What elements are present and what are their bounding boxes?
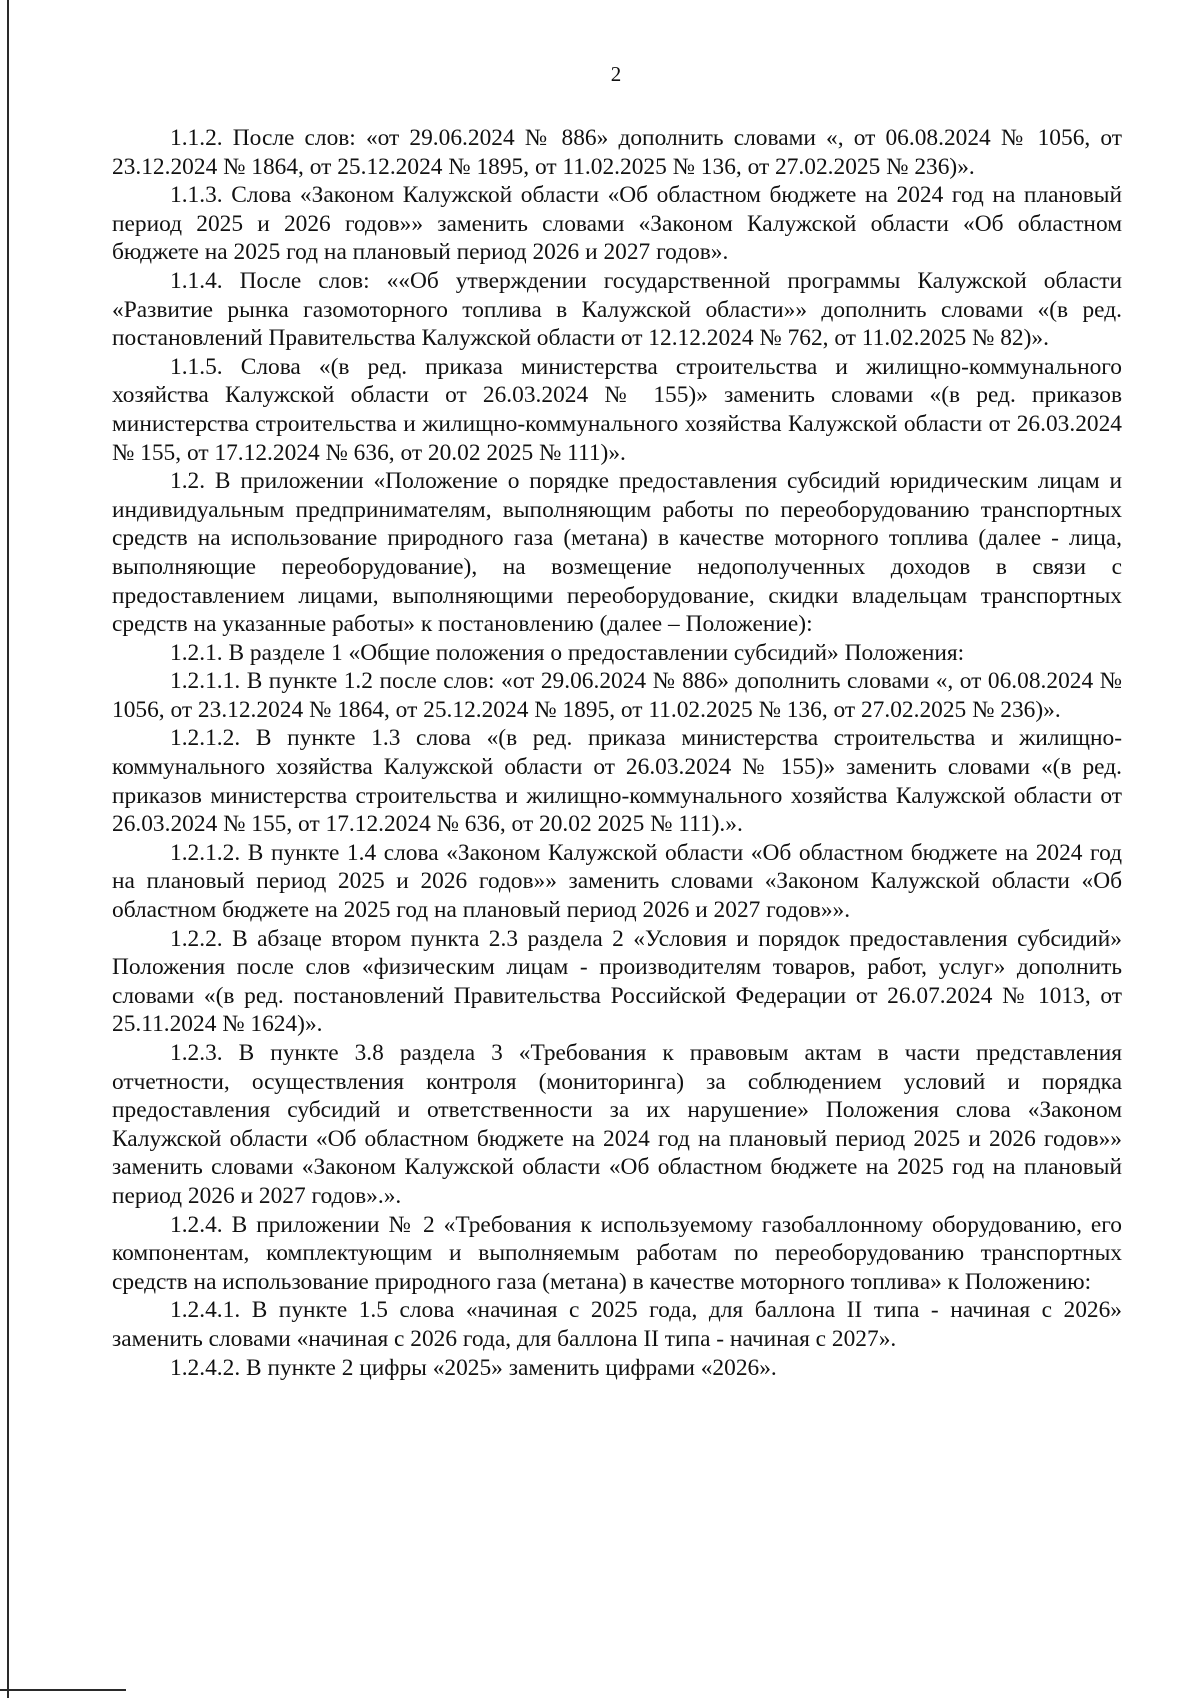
paragraph-1-2-1-2-a: 1.2.1.2. В пункте 1.3 слова «(в ред. приказа министерства строительства и жилищно-коммунального хозяйства Калужской области от 26.03.2024 № 155)» заменить словами «(в ред. приказов министерства строительства и жилищно-коммунального хозяйства Калужской области от 26.03.2024 № 155, от 17.12.2024 № 636, от 20.02 2025 № 111).». bbox=[112, 725, 1122, 838]
paragraph-1-1-2: 1.1.2. После слов: «от 29.06.2024 № 886» дополнить словами «, от 06.08.2024 № 1056, от 23.12.2024 № 1864, от 25.12.2024 № 1895, от 11.02.2025 № 136, от 27.02.2025 № 236)». bbox=[112, 125, 1122, 180]
paragraph-1-1-3: 1.1.3. Слова «Законом Калужской области «Об областном бюджете на 2024 год на плановый период 2025 и 2026 годов»» заменить словами «Законом Калужской области «Об областном бюджете на 2025 год на плановый период 2026 и 2027 годов». bbox=[112, 182, 1122, 266]
page-number: 2 bbox=[610, 62, 622, 86]
paragraph-1-2-4-2: 1.2.4.2. В пункте 2 цифры «2025» заменить цифрами «2026». bbox=[170, 1354, 777, 1381]
document-body bbox=[112, 124, 1122, 1382]
paragraph-1-2-3: 1.2.3. В пункте 3.8 раздела 3 «Требования к правовым актам в части представления отчетности, осуществления контроля (мониторинга) за соблюдением условий и порядка предоставления субсидий и ответственности за их нарушение» Положения слова «Законом Калужской области «Об областном бюджете на 2024 год на плановый период 2025 и 2026 годов»» заменить словами «Законом Калужской области «Об областном бюджете на 2025 год на плановый период 2026 и 2027 годов».». bbox=[112, 1040, 1122, 1209]
scan-edge-bottom bbox=[0, 1689, 126, 1691]
paragraph-1-1-5: 1.1.5. Слова «(в ред. приказа министерства строительства и жилищно-коммунального хозяйства Калужской области от 26.03.2024 № 155)» заменить словами «(в ред. приказов министерства строительства и жилищно-коммунального хозяйства Калужской области от 26.03.2024 № 155, от 17.12.2024 № 636, от 20.02 2025 № 111)». bbox=[112, 353, 1122, 466]
paragraph-1-2-1-2-b: 1.2.1.2. В пункте 1.4 слова «Законом Калужской области «Об областном бюджете на 2024 год на плановый период 2025 и 2026 годов»» заменить словами «Законом Калужской области «Об областном бюджете на 2025 год на плановый период 2026 и 2027 годов»». bbox=[112, 839, 1122, 924]
paragraph-1-2-2: 1.2.2. В абзаце втором пункта 2.3 раздела 2 «Условия и порядок предоставления субсидий» Положения после слов «физическим лицам - производителям товаров, работ, услуг» дополнить словами «(в ред. постановлений Правительства Российской Федерации от 26.07.2024 № 1013, от 25.11.2024 № 1624)». bbox=[112, 925, 1122, 1038]
scan-edge-left bbox=[7, 0, 9, 1698]
paragraph-1-2-4-1: 1.2.4.1. В пункте 1.5 слова «начиная с 2025 года, для баллона II типа - начиная с 2026» заменить словами «начиная с 2026 года, для баллона II типа - начиная с 2027». bbox=[112, 1297, 1122, 1352]
paragraph-1-2-4: 1.2.4. В приложении № 2 «Требования к используемому газобаллонному оборудованию, его компонентам, комплектующим и выполняемым работам по переоборудованию транспортных средств на использование природного газа (метана) в качестве моторного топлива» к Положению: bbox=[112, 1211, 1122, 1295]
paragraph-1-1-4: 1.1.4. После слов: ««Об утверждении государственной программы Калужской области «Развитие рынка газомоторного топлива в Калужской области»» дополнить словами «(в ред. постановлений Правительства Калужской области от 12.12.2024 № 762, от 11.02.2025 № 82)». bbox=[112, 267, 1122, 352]
paragraph-1-2-1-1: 1.2.1.1. В пункте 1.2 после слов: «от 29.06.2024 № 886» дополнить словами «, от 06.08.2024 № 1056, от 23.12.2024 № 1864, от 25.12.2024 № 1895, от 11.02.2025 № 136, от 27.02.2025 № 236)». bbox=[112, 668, 1122, 723]
paragraph-1-2-1: 1.2.1. В разделе 1 «Общие положения о предоставлении субсидий» Положения: bbox=[170, 639, 965, 666]
paragraph-1-2: 1.2. В приложении «Положение о порядке предоставления субсидий юридическим лицам и индивидуальным предпринимателям, выполняющим работы по переоборудованию транспортных средств на использование природного газа (метана) в качестве моторного топлива (далее - лица, выполняющие переоборудование), на возмещение недополученных доходов в связи с предоставлением лицами, выполняющими переоборудование, скидки владельцам транспортных средств на указанные работы» к постановлению (далее – Положение): bbox=[112, 468, 1122, 638]
